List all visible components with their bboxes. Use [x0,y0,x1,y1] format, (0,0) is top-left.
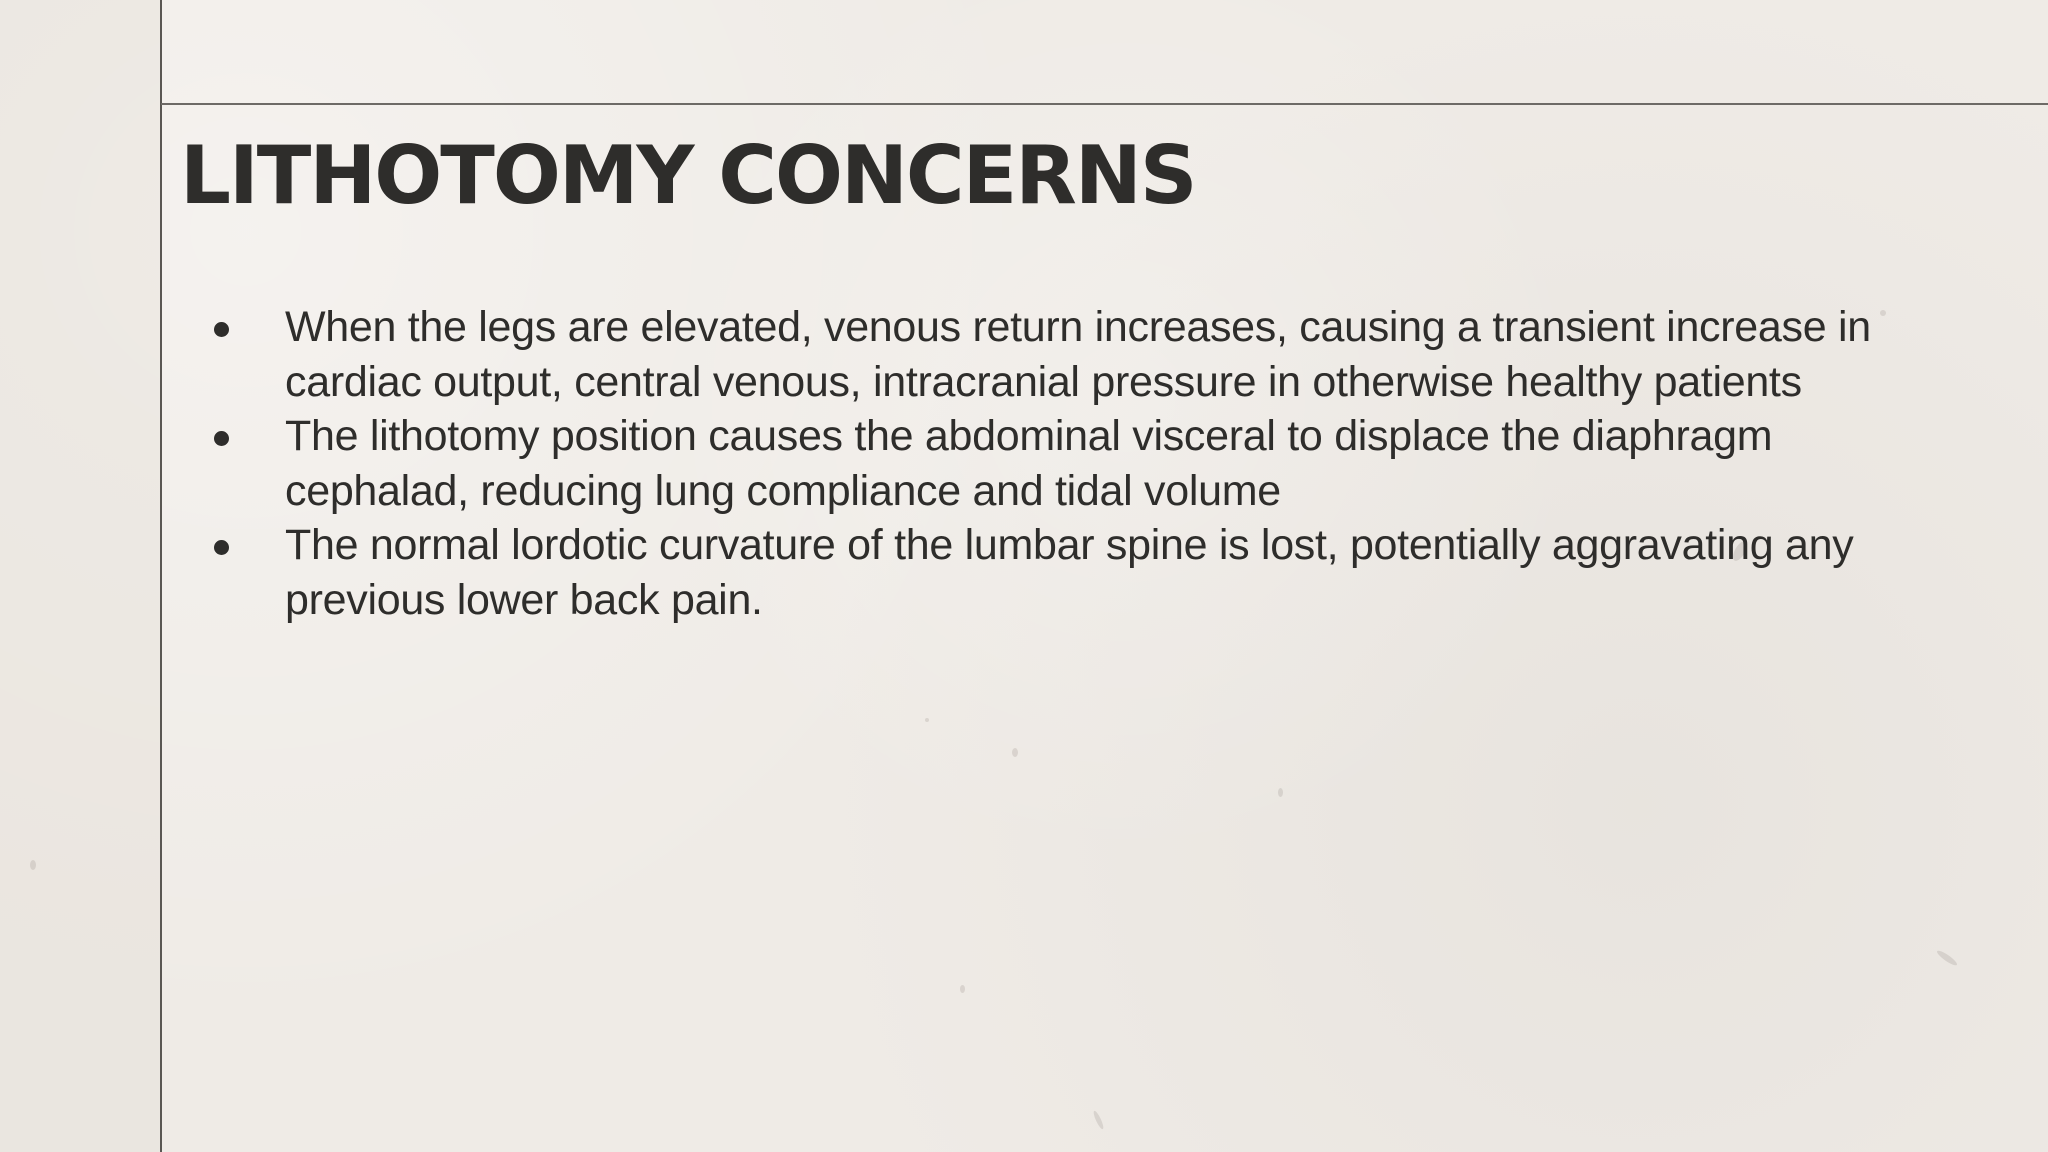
bullet-text: The lithotomy position causes the abdominal visceral to displace the diaphragm cephalad, reducing lung compliance and tidal volume [285,412,1773,515]
paper-texture-speck [960,985,965,993]
horizontal-rule [161,103,2048,105]
left-margin-band [0,0,161,1152]
paper-texture-speck [1935,949,1958,968]
page-title: LITHOTOMY CONCERNS [180,129,1196,222]
vertical-rule [160,0,162,1152]
paper-texture-speck [1092,1110,1105,1130]
bullet-text: When the legs are elevated, venous return increases, causing a transient increase in cardiac output, central venous, intracranial pressure in otherwise healthy patients [285,303,1871,406]
paper-texture-speck [925,718,929,722]
paper-texture-speck [1012,748,1018,757]
paper-texture-speck [1278,788,1283,797]
bullet-text: The normal lordotic curvature of the lumbar spine is lost, potentially aggravating any previous lower back pain. [285,521,1854,624]
bullet-icon [214,322,229,337]
list-item [208,518,1928,627]
list-item [208,300,1928,409]
bullet-list [208,300,1928,627]
bullet-icon [214,540,229,555]
list-item [208,409,1928,518]
paper-texture-speck [30,860,36,870]
bullet-icon [214,431,229,446]
